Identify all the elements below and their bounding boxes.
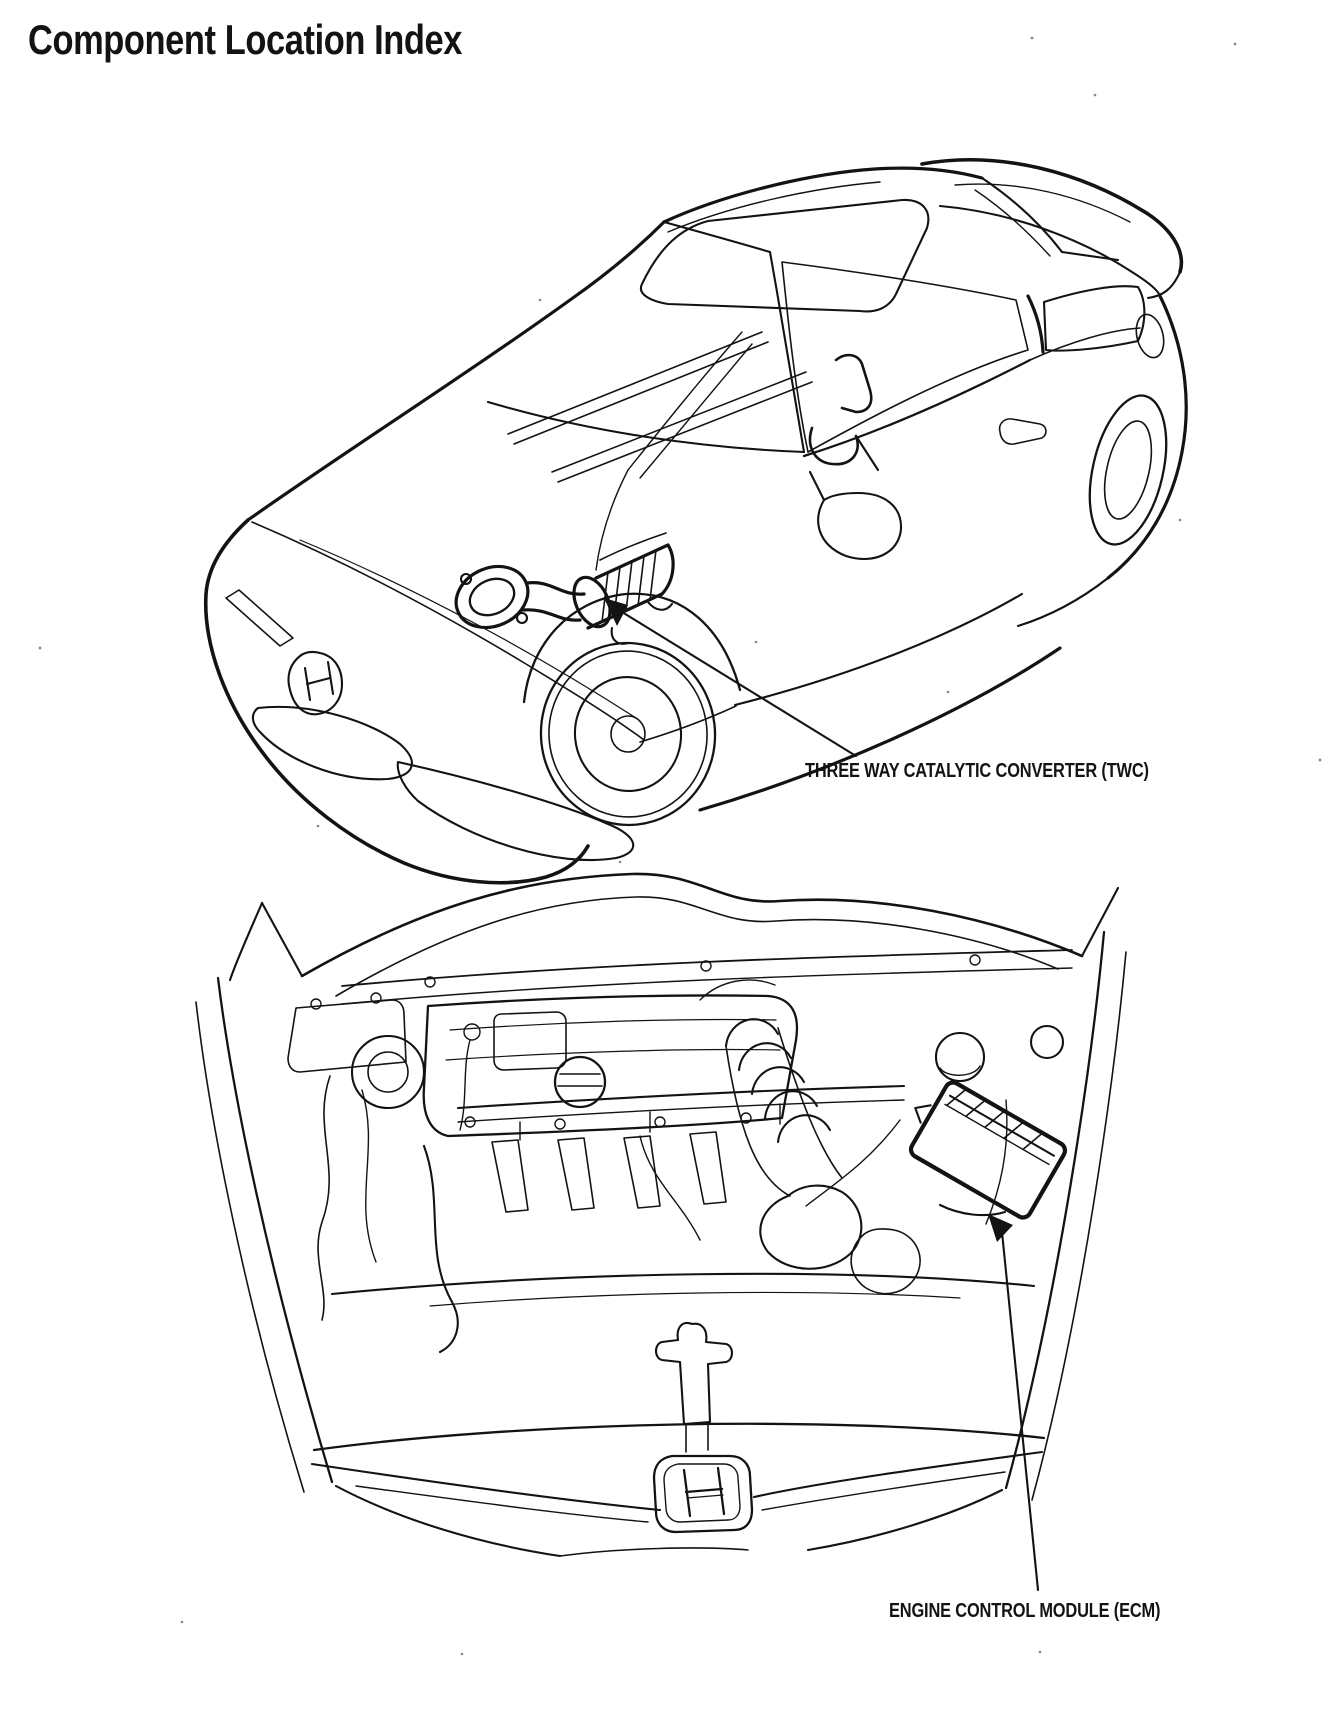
ecm-leader-arrow [988,1214,1038,1590]
ecm-figure [894,1072,1068,1221]
catalytic-converter-figure [446,533,673,644]
page-title: Component Location Index [28,16,463,63]
scan-speckles [39,37,1322,1656]
twc-label: THREE WAY CATALYTIC CONVERTER (TWC) [805,760,1149,782]
ecm-label: ENGINE CONTROL MODULE (ECM) [889,1600,1161,1622]
twc-leader-arrow [604,598,856,756]
